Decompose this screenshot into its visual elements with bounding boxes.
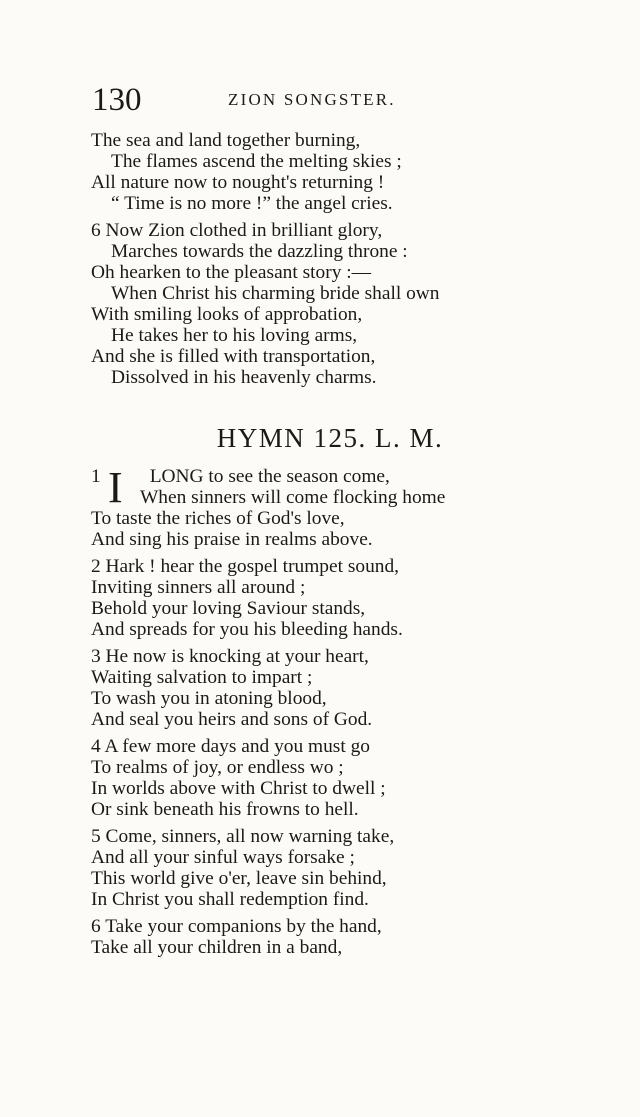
verse-line: 5 Come, sinners, all now warning take, bbox=[91, 826, 395, 847]
verse-line: 6 Now Zion clothed in brilliant glory, bbox=[91, 220, 383, 241]
verse-line: LONG to see the season come, bbox=[149, 466, 390, 487]
verse-line: And seal you heirs and sons of God. bbox=[91, 709, 373, 730]
stanza-2 bbox=[91, 556, 561, 640]
verse-line: Oh hearken to the pleasant story :— bbox=[91, 262, 372, 283]
verse-line: Dissolved in his heavenly charms. bbox=[111, 367, 377, 388]
stanza-3 bbox=[91, 646, 561, 730]
verse-line: To realms of joy, or endless wo ; bbox=[91, 757, 344, 778]
stanza-4 bbox=[91, 736, 561, 820]
hymn-125-body bbox=[91, 463, 561, 958]
verse-line: Or sink beneath his frowns to hell. bbox=[91, 799, 359, 820]
verse-line: In Christ you shall redemption find. bbox=[91, 889, 369, 910]
verse-line: 3 He now is knocking at your heart, bbox=[91, 646, 369, 667]
verse-line: Behold your loving Saviour stands, bbox=[91, 598, 366, 619]
verse-line: And all your sinful ways forsake ; bbox=[91, 847, 355, 868]
stanza-continued bbox=[91, 130, 561, 214]
stanza-number: 1 bbox=[91, 466, 101, 487]
verse-line: He takes her to his loving arms, bbox=[111, 325, 358, 346]
page-header bbox=[92, 80, 472, 120]
hymn-title: HYMN 125. L. M. bbox=[216, 423, 444, 453]
verse-line: Inviting sinners all around ; bbox=[91, 577, 306, 598]
drop-cap: I bbox=[108, 463, 123, 512]
verse-line: The sea and land together burning, bbox=[91, 130, 361, 151]
verse-line: The flames ascend the melting skies ; bbox=[111, 151, 402, 172]
stanza-6-previous bbox=[91, 220, 561, 388]
verse-line: And sing his praise in realms above. bbox=[91, 529, 373, 550]
verse-line: With smiling looks of approbation, bbox=[91, 304, 363, 325]
stanza-6 bbox=[91, 916, 561, 958]
verse-line: And spreads for you his bleeding hands. bbox=[91, 619, 403, 640]
verse-line: 4 A few more days and you must go bbox=[91, 736, 370, 757]
verse-line: 6 Take your companions by the hand, bbox=[91, 916, 382, 937]
verse-line: 2 Hark ! hear the gospel trumpet sound, bbox=[91, 556, 400, 577]
verse-line: When sinners will come flocking home bbox=[140, 487, 446, 508]
verse-line: “ Time is no more !” the angel cries. bbox=[111, 193, 393, 214]
page-number: 130 bbox=[92, 82, 142, 118]
previous-hymn-continuation bbox=[91, 130, 561, 388]
verse-line: In worlds above with Christ to dwell ; bbox=[91, 778, 386, 799]
verse-line: This world give o'er, leave sin behind, bbox=[91, 868, 387, 889]
verse-line: All nature now to nought's returning ! bbox=[91, 172, 385, 193]
verse-line: Marches towards the dazzling throne : bbox=[111, 241, 408, 262]
running-title: ZION SONGSTER. bbox=[228, 90, 396, 109]
verse-line: Take all your children in a band, bbox=[91, 937, 343, 958]
stanza-5 bbox=[91, 826, 561, 910]
verse-line: To taste the riches of God's love, bbox=[91, 508, 345, 529]
verse-line: And she is filled with transportation, bbox=[91, 346, 376, 367]
verse-line: When Christ his charming bride shall own bbox=[111, 283, 440, 304]
verse-line: Waiting salvation to impart ; bbox=[91, 667, 313, 688]
verse-line: To wash you in atoning blood, bbox=[91, 688, 327, 709]
stanza-1 bbox=[91, 463, 561, 550]
